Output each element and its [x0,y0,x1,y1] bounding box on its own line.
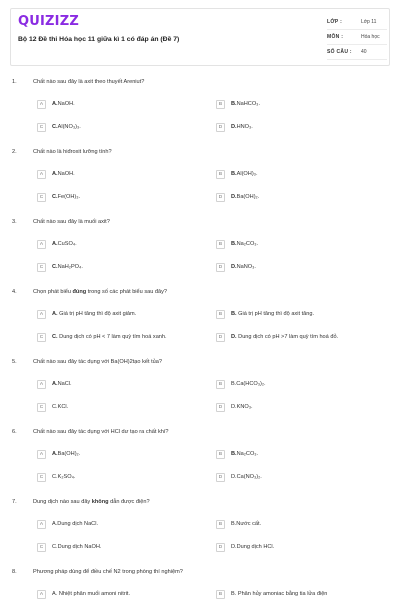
option-text: A.Ba(OH)₂. [52,451,81,457]
option-c[interactable] [37,261,83,273]
option-letter: D [216,193,225,202]
option-text: B.Na₂CO₃. [231,451,259,457]
question-2 [0,145,400,215]
meta-value: Lớp 11 [361,19,377,25]
option-text: D.HNO₃. [231,124,253,130]
question-number: 6. [12,429,17,435]
option-d[interactable] [216,331,338,343]
option-c[interactable] [37,471,75,483]
option-letter: C [37,473,46,482]
option-a[interactable] [37,378,72,390]
option-text: C.Dung dịch NaOH. [52,544,102,550]
quizizz-logo: QUIZIZZ [18,14,79,29]
question-text: Chất nào sau đây là axit theo thuyết Areniut? [33,79,145,85]
option-text: A.NaOH. [52,101,75,107]
option-text: C.Fe(OH)₃. [52,194,81,200]
option-text: C.Al(NO₃)₃. [52,124,81,130]
question-8 [0,565,400,600]
option-letter: D [216,263,225,272]
question-6 [0,425,400,495]
option-c[interactable] [37,191,80,203]
option-text: B. Giá trị pH tăng thì độ axit tăng. [231,311,315,317]
question-list [0,75,400,600]
meta-label: LỚP : [327,19,343,25]
option-text: C.NaH₂PO₄. [52,264,83,270]
option-a[interactable] [37,448,80,460]
option-letter: D [216,473,225,482]
question-text: Chất nào sau đây tác dụng với HCl dư tạo ra chất khí? [33,429,169,435]
option-text: B.Nước cất. [231,521,262,527]
option-letter: A [37,520,46,529]
option-c[interactable] [37,121,81,133]
question-5 [0,355,400,425]
option-letter: A [37,240,46,249]
option-a[interactable] [37,168,75,180]
question-4 [0,285,400,355]
option-d[interactable] [216,191,259,203]
option-letter: A [37,590,46,599]
option-text: A.Dung dịch NaCl. [52,521,99,527]
option-letter: B [216,310,225,319]
option-letter: C [37,263,46,272]
option-b[interactable] [216,588,327,600]
option-text: D.Ba(OH)₂. [231,194,260,200]
question-number: 4. [12,289,17,295]
meta-value: 40 [361,49,367,55]
question-number: 8. [12,569,17,575]
option-letter: B [216,100,225,109]
option-letter: C [37,543,46,552]
meta-row-count [327,45,387,60]
option-text: D.KNO₃. [231,404,253,410]
meta-row-subject [327,30,387,45]
option-text: C.KCl. [52,404,69,410]
option-c[interactable] [37,331,167,343]
option-letter: B [216,590,225,599]
option-text: A. Giá trị pH tăng thì độ axit giảm. [52,311,137,317]
option-letter: D [216,543,225,552]
option-text: B.Na₂CO₃. [231,241,259,247]
option-letter: A [37,310,46,319]
option-letter: A [37,170,46,179]
option-c[interactable] [37,401,68,413]
option-b[interactable] [216,308,314,320]
option-d[interactable] [216,261,256,273]
option-b[interactable] [216,168,258,180]
meta-label: SỐ CÂU : [327,49,352,55]
option-text: D. Dung dịch có pH >7 làm quỳ tím hoá đỏ. [231,334,339,340]
option-text: D.NaNO₃. [231,264,256,270]
question-number: 1. [12,79,17,85]
option-a[interactable] [37,518,98,530]
option-a[interactable] [37,588,130,600]
option-d[interactable] [216,121,253,133]
option-a[interactable] [37,238,77,250]
meta-row-class [327,15,387,30]
option-letter: B [216,520,225,529]
meta-value: Hóa học [361,34,380,40]
option-text: D.Dung dịch HCl. [231,544,275,550]
option-letter: B [216,380,225,389]
option-d[interactable] [216,471,262,483]
option-text: B.Ca(HCO₃)₂. [231,381,266,387]
option-text: A. Nhiệt phân muối amoni nitrit. [52,591,131,597]
option-b[interactable] [216,448,258,460]
option-letter: A [37,450,46,459]
option-letter: C [37,123,46,132]
option-text: C. Dung dịch có pH < 7 làm quỳ tím hoá xanh. [52,334,167,340]
option-letter: B [216,170,225,179]
question-text: Chất nào sau đây là muối axit? [33,219,110,225]
question-7 [0,495,400,565]
question-text: Chọn phát biểu đúng trong số các phát biểu sau đây? [33,289,168,295]
option-letter: D [216,123,225,132]
option-letter: D [216,333,225,342]
meta-label: MÔN : [327,34,344,40]
option-letter: A [37,100,46,109]
option-letter: A [37,380,46,389]
question-text: Chất nào là hiđroxit lưỡng tính? [33,149,112,155]
option-text: B.Al(OH)₃. [231,171,258,177]
question-number: 5. [12,359,17,365]
question-text: Dung dịch nào sau đây không dẫn được điện? [33,499,150,505]
option-a[interactable] [37,308,136,320]
option-letter: C [37,193,46,202]
option-text: C.K₂SO₄. [52,474,76,480]
question-number: 3. [12,219,17,225]
quiz-meta [327,15,387,60]
question-text: Phương pháp dùng để điều chế N2 trong phòng thí nghiệm? [33,569,183,575]
quiz-title: Bộ 12 Đề thi Hóa học 11 giữa kì 1 có đáp án (Đề 7) [18,36,180,43]
quiz-header [10,8,390,66]
question-3 [0,215,400,285]
question-number: 2. [12,149,17,155]
option-text: A.NaCl. [52,381,72,387]
question-text: Chất nào sau đây tác dụng với Ba(OH)2tạo kết tủa? [33,359,162,365]
option-b[interactable] [216,518,261,530]
option-text: B. Phân hủy amoniac bằng tia lửa điện [231,591,328,597]
option-letter: C [37,403,46,412]
option-text: D.Ca(NO₃)₂. [231,474,262,480]
question-number: 7. [12,499,17,505]
option-letter: B [216,450,225,459]
option-b[interactable] [216,238,258,250]
option-text: A.CuSO₄. [52,241,77,247]
option-a[interactable] [37,98,75,110]
option-c[interactable] [37,541,101,553]
option-d[interactable] [216,541,274,553]
option-d[interactable] [216,401,253,413]
option-letter: B [216,240,225,249]
option-text: B.NaHCO₃. [231,101,261,107]
option-letter: D [216,403,225,412]
option-letter: C [37,333,46,342]
option-b[interactable] [216,98,260,110]
option-text: A.NaOH. [52,171,75,177]
question-1 [0,75,400,145]
option-b[interactable] [216,378,266,390]
